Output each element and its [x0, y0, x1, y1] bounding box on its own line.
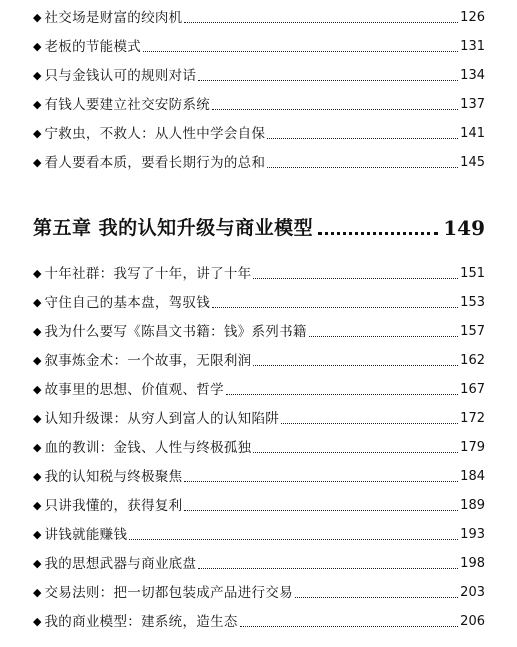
toc-entry-page: 157: [460, 324, 485, 339]
dot-leader: [253, 278, 458, 279]
dot-leader: [295, 597, 458, 598]
toc-entry: [33, 351, 485, 371]
toc-entry: [33, 612, 485, 632]
toc-entry: [33, 438, 485, 458]
toc-entry-title: 有钱人要建立社交安防系统: [44, 97, 211, 113]
toc-entry-page: 153: [460, 295, 485, 310]
dot-leader: [267, 167, 458, 168]
diamond-bullet-icon: ◆: [33, 127, 42, 140]
diamond-bullet-icon: ◆: [33, 325, 42, 338]
toc-entry-title: 我的商业模型：建系统，造生态: [44, 614, 238, 630]
chapter-page: 149: [443, 216, 485, 240]
toc-entry-page: 189: [460, 498, 485, 513]
dot-leader: [226, 394, 458, 395]
diamond-bullet-icon: ◆: [33, 615, 42, 628]
toc-entry: [33, 66, 485, 86]
toc-entry-title: 只讲我懂的，获得复利: [44, 498, 183, 514]
toc-entry-page: 137: [460, 97, 485, 112]
toc-entry-title: 认知升级课：从穷人到富人的认知陷阱: [44, 411, 280, 427]
dot-leader: [129, 539, 458, 540]
diamond-bullet-icon: ◆: [33, 267, 42, 280]
toc-entry: [33, 583, 485, 603]
dot-leader: [184, 481, 458, 482]
diamond-bullet-icon: ◆: [33, 11, 42, 24]
chapter-title: 第五章 我的认知升级与商业模型: [33, 217, 314, 239]
toc-entry-page: 184: [460, 469, 485, 484]
toc-entry: [33, 554, 485, 574]
toc-entry-page: 179: [460, 440, 485, 455]
toc-entry: [33, 525, 485, 545]
toc-entry: [33, 8, 485, 28]
toc-entry-title: 叙事炼金术：一个故事，无限利润: [44, 353, 252, 369]
dot-leader: [143, 51, 458, 52]
toc-entry-title: 看人要看本质，要看长期行为的总和: [44, 155, 266, 171]
toc-entry: [33, 409, 485, 429]
toc-entry-page: 193: [460, 527, 485, 542]
diamond-bullet-icon: ◆: [33, 354, 42, 367]
dot-leader: [212, 109, 458, 110]
toc-entry-page: 198: [460, 556, 485, 571]
toc-entry-page: 141: [460, 126, 485, 141]
diamond-bullet-icon: ◆: [33, 441, 42, 454]
diamond-bullet-icon: ◆: [33, 499, 42, 512]
toc-entry: [33, 124, 485, 144]
diamond-bullet-icon: ◆: [33, 470, 42, 483]
toc-entry-title: 社交场是财富的绞肉机: [44, 10, 183, 26]
toc-entry-page: 126: [460, 10, 485, 25]
dot-leader: [253, 452, 458, 453]
dot-leader: [184, 22, 458, 23]
toc-entry-title: 只与金钱认可的规则对话: [44, 68, 197, 84]
diamond-bullet-icon: ◆: [33, 586, 42, 599]
toc-entry: [33, 322, 485, 342]
dot-leader: [198, 568, 458, 569]
dot-leader: [309, 336, 459, 337]
diamond-bullet-icon: ◆: [33, 156, 42, 169]
chapter-heading: [33, 212, 485, 242]
dot-leader: [240, 626, 459, 627]
toc-entry-title: 我的思想武器与商业底盘: [44, 556, 197, 572]
toc-entry: [33, 264, 485, 284]
diamond-bullet-icon: ◆: [33, 412, 42, 425]
diamond-bullet-icon: ◆: [33, 69, 42, 82]
dot-leader: [281, 423, 458, 424]
toc-entry: [33, 496, 485, 516]
diamond-bullet-icon: ◆: [33, 98, 42, 111]
toc-entry-title: 宁救虫，不救人：从人性中学会自保: [44, 126, 266, 142]
dot-leader: [253, 365, 458, 366]
toc-entry-page: 151: [460, 266, 485, 281]
toc-entry-page: 131: [460, 39, 485, 54]
dot-leader: [184, 510, 458, 511]
toc-entry-title: 故事里的思想、价值观、哲学: [44, 382, 224, 398]
toc-entry: [33, 95, 485, 115]
toc-entry-page: 206: [460, 614, 485, 629]
toc-entry-title: 老板的节能模式: [44, 39, 142, 55]
toc-entry-title: 交易法则：把一切都包装成产品进行交易: [44, 585, 293, 601]
toc-entry: [33, 37, 485, 57]
toc-entry-title: 我为什么要写《陈昌文书籍：钱》系列书籍: [44, 324, 307, 340]
toc-entry-title: 守住自己的基本盘，驾驭钱: [44, 295, 211, 311]
toc-entry-page: 162: [460, 353, 485, 368]
toc-entry-page: 172: [460, 411, 485, 426]
diamond-bullet-icon: ◆: [33, 40, 42, 53]
dot-leader: [267, 138, 458, 139]
diamond-bullet-icon: ◆: [33, 383, 42, 396]
diamond-bullet-icon: ◆: [33, 557, 42, 570]
toc-entry-page: 203: [460, 585, 485, 600]
toc-entry-page: 145: [460, 155, 485, 170]
chapter-dot-leader: [318, 232, 438, 235]
toc-entry: [33, 293, 485, 313]
toc-entry-title: 十年社群：我写了十年，讲了十年: [44, 266, 252, 282]
toc-entry-title: 我的认知税与终极聚焦: [44, 469, 183, 485]
toc-entry-page: 167: [460, 382, 485, 397]
dot-leader: [198, 80, 458, 81]
toc-entry: [33, 153, 485, 173]
diamond-bullet-icon: ◆: [33, 528, 42, 541]
toc-entry-title: 讲钱就能赚钱: [44, 527, 128, 543]
toc-entry-title: 血的教训：金钱、人性与终极孤独: [44, 440, 252, 456]
toc-entry: [33, 380, 485, 400]
diamond-bullet-icon: ◆: [33, 296, 42, 309]
dot-leader: [212, 307, 458, 308]
toc-entry-page: 134: [460, 68, 485, 83]
toc-entry: [33, 467, 485, 487]
